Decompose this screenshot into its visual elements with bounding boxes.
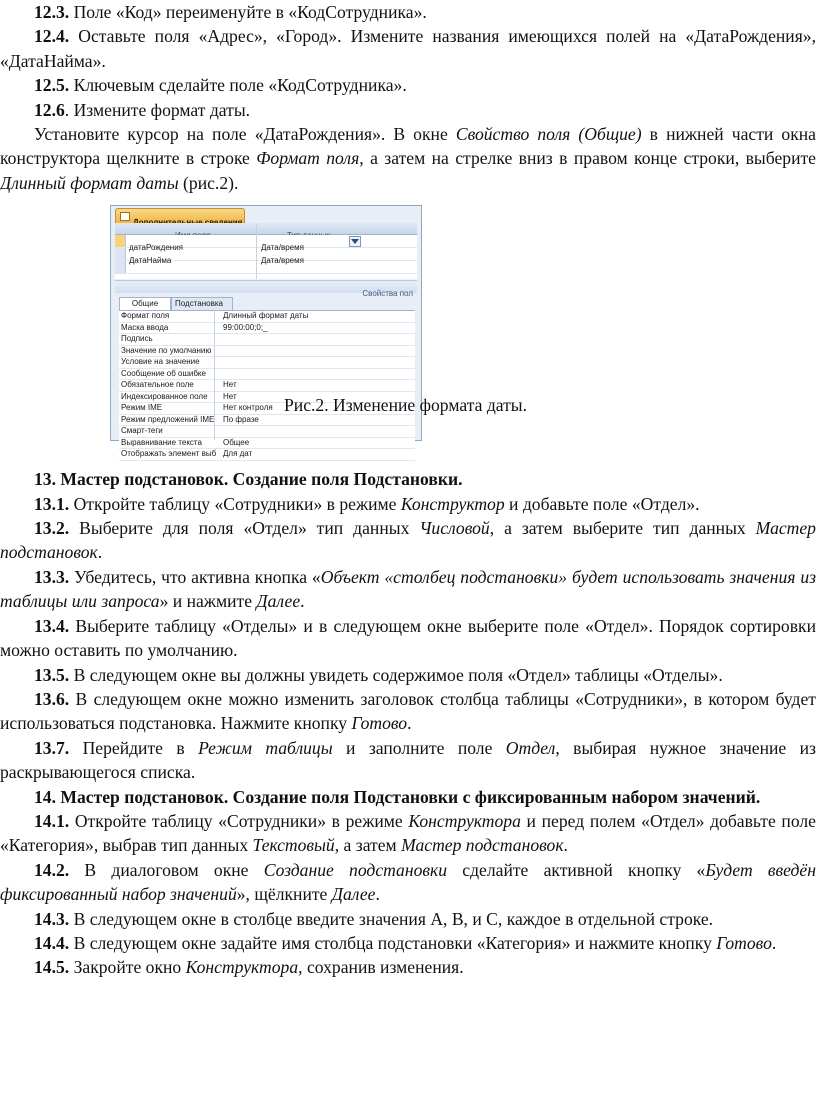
step-text: Выберите таблицу «Отделы» и в следующем окне выберите поле «Отдел». Порядок сортировки можно оставить по умолчанию. (0, 615, 816, 661)
property-row[interactable] (119, 438, 415, 450)
text-run: Закройте окно (69, 957, 186, 978)
properties-divider (214, 310, 215, 440)
text-run: В следующем окне задайте имя столбца подстановки «Категория» и нажмите кнопку (69, 932, 717, 953)
text-run: . (97, 542, 103, 563)
italic-term: Далее (256, 591, 301, 612)
paragraph-12-4 (0, 24, 816, 73)
italic-term: Мастер подстановок (401, 835, 564, 856)
italic-term: Отдел (505, 737, 556, 758)
step-text: Ключевым сделайте поле «КодСотрудника». (69, 75, 407, 96)
step-number: 13.3. (34, 566, 70, 587)
text-run: . (407, 713, 412, 734)
paragraph-13-6 (0, 687, 816, 736)
figure-2 (0, 195, 816, 459)
text-run: Выберите для поля «Отдел» тип данных (69, 518, 420, 539)
property-value[interactable]: По фразе (223, 414, 259, 424)
table-tab (115, 208, 245, 223)
text-run: . (300, 591, 305, 612)
step-number: 13.7. (34, 737, 70, 758)
text-run: , сохранив изменения. (298, 957, 464, 978)
text-run: сделайте активной кнопку « (447, 859, 706, 880)
property-value[interactable]: 99:00:00;0;_ (223, 322, 268, 332)
tab-general[interactable]: Общие (119, 297, 171, 311)
italic-term: Числовой (419, 518, 490, 539)
step-number: 13.6. (34, 688, 70, 709)
property-name: Выравнивание текста (121, 437, 202, 447)
text-run: Перейдите в (69, 737, 199, 758)
property-row[interactable] (119, 323, 415, 335)
property-row[interactable] (119, 426, 415, 438)
property-name: Индексированное поле (121, 391, 208, 401)
property-name: Режим IME (121, 403, 163, 413)
text-run: а затем на стрелке вниз в правом конце строки, выберите (363, 148, 816, 169)
property-value[interactable]: Длинный формат даты (223, 311, 309, 321)
property-row[interactable] (119, 449, 415, 461)
section-title: 14. Мастер подстановок. Создание поля Подстановки с фиксированным набором значений. (34, 786, 761, 807)
italic-term: Будет введён фиксированный набор значений (0, 859, 816, 905)
field-name-cell[interactable]: датаРождения (129, 243, 183, 253)
data-type-cell[interactable]: Дата/время (261, 256, 304, 266)
property-row[interactable] (119, 380, 415, 392)
paragraph-13-5 (0, 663, 816, 687)
text-run: Откройте таблицу «Сотрудники» в режиме (69, 810, 409, 831)
property-name: Маска ввода (121, 322, 169, 332)
empty-row[interactable] (115, 261, 417, 274)
text-run: », щёлкните (236, 884, 332, 905)
italic-term: Готово (716, 932, 772, 953)
paragraph-14-2 (0, 858, 816, 907)
text-run: Установите курсор на поле «ДатаРождения». В окне (34, 124, 456, 145)
text-run: в нижней части окна конструктора щелкните в строке (0, 124, 816, 169)
field-name-cell[interactable]: ДатаНайма (129, 256, 172, 266)
step-number: 12.3. (34, 2, 70, 22)
italic-term: Текстовый (252, 835, 335, 856)
paragraph-14-1 (0, 809, 816, 858)
italic-term: Свойство поля (Общие) (455, 124, 642, 145)
step-number: 14.3. (34, 908, 70, 929)
paragraph-14-5 (0, 955, 816, 979)
property-value[interactable]: Нет контроля (223, 403, 273, 413)
text-run: Откройте таблицу «Сотрудники» в режиме (69, 493, 401, 514)
property-value[interactable]: Общее (223, 437, 250, 447)
step-text: Поле «Код» переименуйте в «КодСотрудника». (69, 2, 427, 22)
paragraph-12-6 (0, 98, 816, 122)
text-run: и заполните поле (332, 737, 506, 758)
italic-term: Мастер подстановок (0, 518, 816, 563)
step-number: 13.4. (34, 615, 70, 636)
step-number: 14.2. (34, 859, 70, 880)
paragraph-13-3 (0, 565, 816, 614)
design-grid (115, 235, 417, 279)
property-name: Режим предложений IME (121, 414, 215, 424)
grid-divider (256, 223, 257, 279)
text-run: , а затем (334, 835, 402, 856)
step-text: Оставьте поля «Адрес», «Город». Измените названия имеющихся полей на «ДатаРождения», «ДатаНайма». (0, 26, 816, 71)
text-run: , выбирая нужное значение из раскрывающегося списка. (0, 737, 816, 783)
italic-term: Готово (351, 713, 408, 734)
step-number: 14.4. (34, 932, 70, 953)
step-number: 13.5. (34, 664, 70, 685)
italic-term: Конструктора (408, 810, 521, 831)
property-name: Формат поля (121, 311, 170, 321)
step-text: . Измените формат даты. (64, 99, 251, 120)
text-run: . (563, 835, 568, 856)
property-name: Сообщение об ошибке (121, 368, 206, 378)
table-icon (120, 212, 130, 221)
text-run: и добавьте поле «Отдел». (504, 493, 700, 514)
italic-term: Далее (331, 884, 376, 905)
text-run: . (771, 932, 777, 953)
property-row[interactable] (119, 357, 415, 369)
chevron-down-icon[interactable] (349, 236, 361, 247)
property-value[interactable]: Нет (223, 391, 237, 401)
property-row[interactable] (119, 311, 415, 323)
text-run: » и нажмите (159, 591, 257, 612)
section-title: 13. Мастер подстановок. Создание поля Подстановки. (34, 469, 463, 490)
text-run: В диалоговом окне (69, 859, 264, 880)
data-type-cell[interactable]: Дата/время (261, 243, 304, 253)
italic-term: Конструктора (185, 957, 299, 978)
field-properties-bar (115, 280, 417, 299)
property-name: Отображать элемент выб (121, 449, 217, 459)
property-name: Значение по умолчанию (121, 345, 212, 355)
italic-term: Объект «столбец подстановки» будет использовать значения из таблицы или запроса (0, 566, 816, 612)
properties-table (119, 310, 415, 461)
paragraph-13-4 (0, 614, 816, 663)
text-run: и перед полем «Отдел» добавьте поле «Категория», выбрав тип данных (0, 810, 816, 856)
paragraph-12-5 (0, 73, 816, 97)
property-name: Смарт-теги (121, 426, 163, 436)
step-number: 13.2. (34, 518, 70, 539)
field-properties-label: Свойства пол (362, 289, 413, 299)
step-number: 12.4. (34, 26, 70, 47)
paragraph-14-3 (0, 907, 816, 931)
step-number: 14.5. (34, 957, 70, 978)
paragraph-13-2 (0, 516, 816, 565)
tab-lookup[interactable]: Подстановка (171, 297, 233, 310)
property-row[interactable] (119, 369, 415, 381)
field-row[interactable] (115, 235, 417, 253)
property-name: Обязательное поле (121, 380, 194, 390)
field-row[interactable] (115, 248, 417, 266)
paragraph-12-3 (0, 0, 816, 24)
row-selector[interactable] (115, 248, 126, 260)
paragraph-13-1 (0, 492, 816, 516)
paragraph-14-4 (0, 931, 816, 955)
design-grid-header (115, 223, 417, 235)
step-number: 14.1. (34, 810, 70, 831)
property-row[interactable] (119, 334, 415, 346)
step-text: В следующем окне вы должны увидеть содержимое поля «Отдел» таблицы «Отделы». (69, 664, 723, 685)
row-selector[interactable] (115, 235, 126, 247)
property-name: Условие на значение (121, 357, 200, 367)
italic-term: Формат поля, (256, 148, 364, 169)
property-row[interactable] (119, 346, 415, 358)
property-name: Подпись (121, 334, 153, 344)
property-value[interactable]: Нет (223, 380, 237, 390)
step-number: 13.1. (34, 493, 70, 514)
step-number: 12.6 (34, 99, 65, 120)
step-text: В следующем окне в столбце введите значения А, В, и С, каждое в отдельной строке. (69, 908, 714, 929)
text-run: (рис.2). (178, 172, 239, 193)
paragraph-install-cursor (0, 122, 816, 195)
paragraph-13-7 (0, 736, 816, 785)
italic-term: Длинный формат даты (0, 172, 179, 193)
caption-text: Рис.2. Изменение формата даты. (284, 395, 528, 416)
row-selector[interactable] (115, 261, 126, 273)
text-run: , а затем выберите тип данных (489, 518, 756, 539)
text-run: В следующем окне можно изменить заголовок столбца таблицы «Сотрудники», в котором будет использоваться подстановка. Нажмите кнопку (0, 688, 816, 734)
section-14-heading (0, 785, 816, 809)
text-run: Убедитесь, что активна кнопка « (69, 566, 321, 587)
italic-term: Конструктор (400, 493, 505, 514)
italic-term: Режим таблицы (198, 737, 333, 758)
property-value[interactable]: Для дат (223, 449, 253, 459)
italic-term: Создание подстановки (263, 859, 448, 880)
step-number: 12.5. (34, 75, 70, 96)
section-13-heading (0, 467, 816, 491)
text-run: . (375, 884, 380, 905)
